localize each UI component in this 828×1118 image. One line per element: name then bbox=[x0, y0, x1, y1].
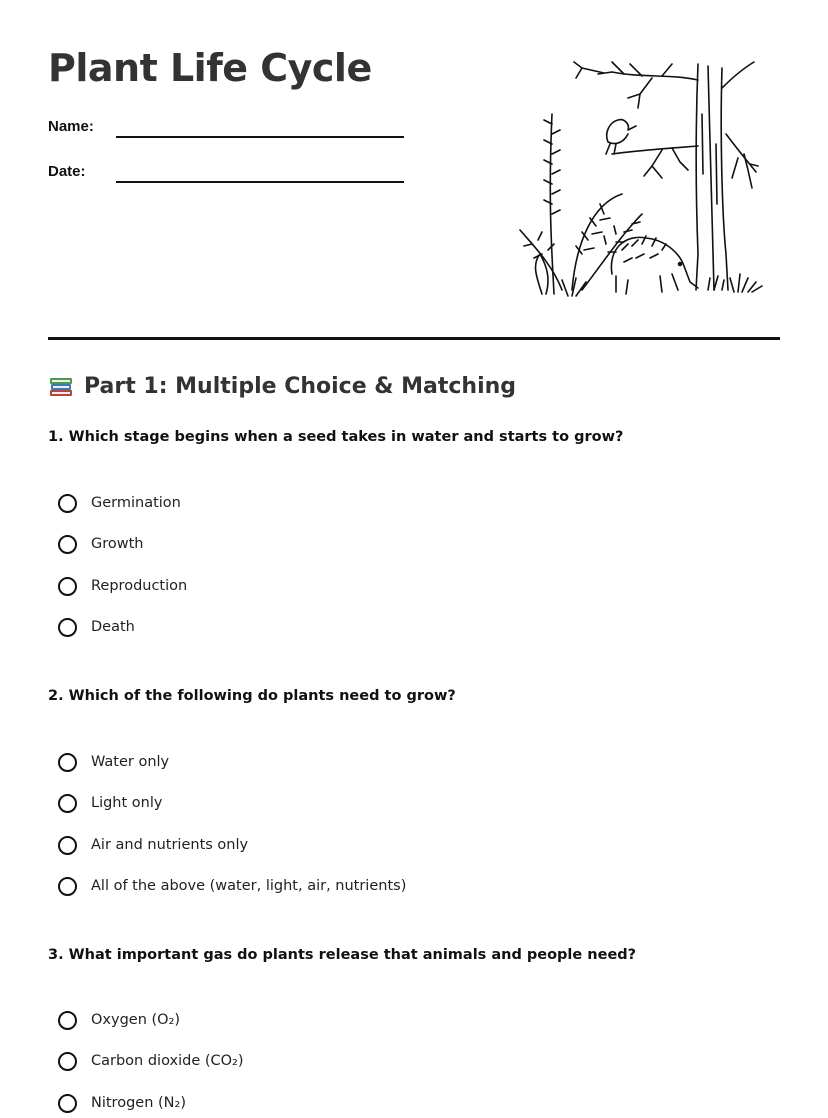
q2-option-3[interactable] bbox=[58, 833, 248, 857]
radio-button[interactable] bbox=[58, 753, 77, 772]
option-label: Germination bbox=[91, 495, 181, 511]
name-line[interactable] bbox=[116, 136, 404, 138]
radio-button[interactable] bbox=[58, 577, 77, 596]
option-label: Carbon dioxide (CO₂) bbox=[91, 1053, 244, 1069]
header-divider bbox=[48, 337, 780, 340]
radio-button[interactable] bbox=[58, 1052, 77, 1071]
question-3: 3. What important gas do plants release that animals and people need? bbox=[48, 947, 637, 963]
q2-option-4[interactable] bbox=[58, 874, 406, 898]
radio-button[interactable] bbox=[58, 494, 77, 513]
radio-button[interactable] bbox=[58, 794, 77, 813]
q1-option-2[interactable] bbox=[58, 532, 144, 556]
option-label: Reproduction bbox=[91, 578, 188, 594]
date-field bbox=[48, 163, 116, 180]
part1-heading bbox=[48, 373, 516, 399]
radio-button[interactable] bbox=[58, 618, 77, 637]
q2-option-1[interactable] bbox=[58, 750, 169, 774]
radio-button[interactable] bbox=[58, 1094, 77, 1113]
date-line[interactable] bbox=[116, 181, 404, 183]
q1-option-4[interactable] bbox=[58, 615, 135, 639]
forest-scene-illustration bbox=[512, 54, 772, 304]
q1-option-1[interactable] bbox=[58, 491, 181, 515]
books-icon bbox=[48, 373, 74, 399]
option-label: Oxygen (O₂) bbox=[91, 1012, 181, 1028]
q3-option-1[interactable] bbox=[58, 1008, 180, 1032]
radio-button[interactable] bbox=[58, 877, 77, 896]
name-field bbox=[48, 118, 116, 135]
question-1: 1. Which stage begins when a seed takes in water and starts to grow? bbox=[48, 429, 624, 445]
radio-button[interactable] bbox=[58, 1011, 77, 1030]
option-label: All of the above (water, light, air, nutrients) bbox=[91, 878, 407, 894]
question-2: 2. Which of the following do plants need to grow? bbox=[48, 688, 456, 704]
radio-button[interactable] bbox=[58, 535, 77, 554]
q2-option-2[interactable] bbox=[58, 791, 162, 815]
option-label: Air and nutrients only bbox=[91, 837, 249, 853]
worksheet-title: Plant Life Cycle bbox=[48, 46, 372, 90]
q1-option-3[interactable] bbox=[58, 574, 187, 598]
name-label: Name: bbox=[48, 118, 94, 135]
q3-option-2[interactable] bbox=[58, 1049, 244, 1073]
option-label: Water only bbox=[91, 754, 170, 770]
radio-button[interactable] bbox=[58, 836, 77, 855]
option-label: Death bbox=[91, 619, 135, 635]
option-label: Light only bbox=[91, 795, 163, 811]
option-label: Nitrogen (N₂) bbox=[91, 1095, 186, 1111]
q3-option-3[interactable] bbox=[58, 1091, 186, 1115]
option-label: Growth bbox=[91, 536, 144, 552]
part1-heading-text: Part 1: Multiple Choice & Matching bbox=[84, 373, 517, 399]
date-label: Date: bbox=[48, 163, 86, 180]
